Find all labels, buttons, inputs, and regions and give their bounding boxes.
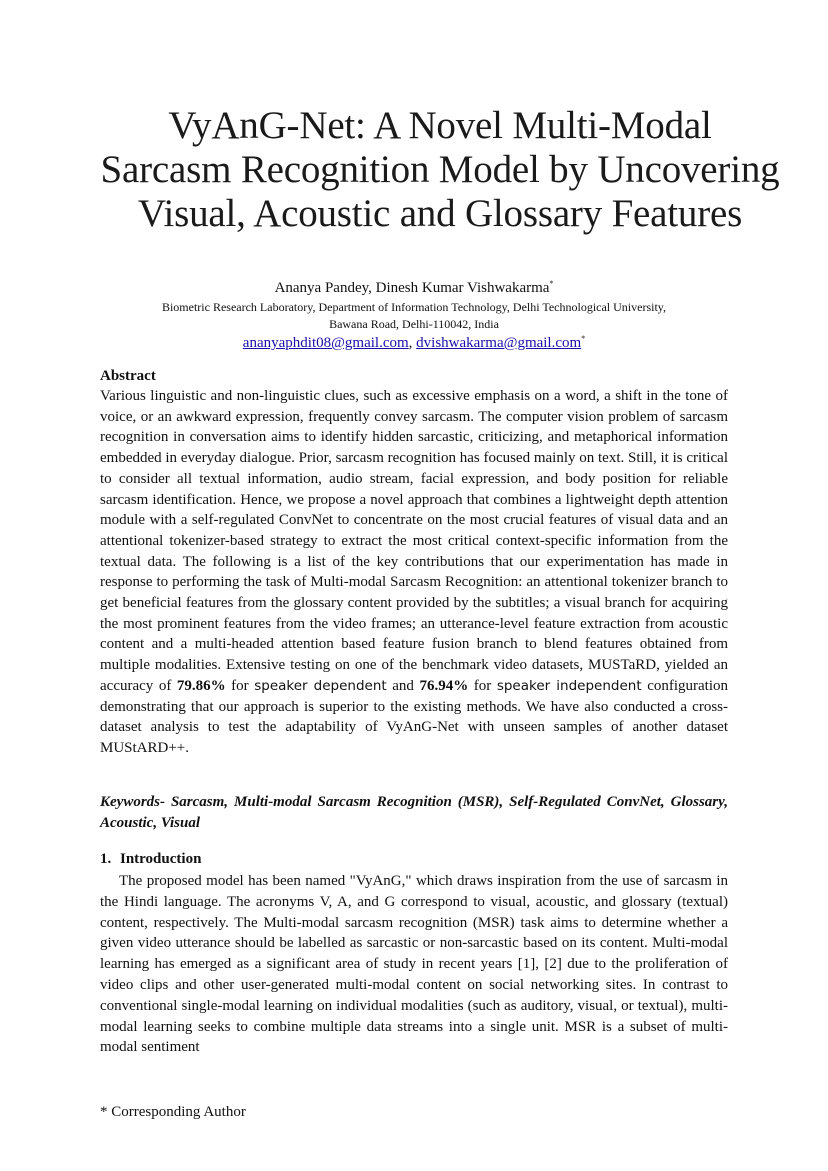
author-list (100, 279, 728, 297)
introduction-body: The proposed model has been named "VyAnG," which draws inspiration from the use of sarcasm in the Hindi language. The acronyms V, A, and G correspond to visual, acoustic, and glossary (textual) content, respectively. The Multi-modal sarcasm recognition (MSR) task aims to determine whether a given video utterance should be labelled as sarcastic or non-sarcastic based on its content. Multi-modal learning has emerged as a significant area of study in recent years [1], [2] due to the proliferation of video clips and other user-generated multi-modal content on social networking sites. In contrast to conventional single-modal learning on individual modalities (such as auditory, visual, or textual), multi-modal learning seeks to combine multiple data streams into a single unit. MSR is a subset of multi-modal sentiment (100, 873, 728, 1056)
affiliation-line-1: Biometric Research Laboratory, Department of Information Technology, Delhi Technological University, (161, 300, 667, 314)
email-link-1[interactable]: ananyaphdit08@gmail.com (242, 335, 409, 351)
abstract-text-1: Various linguistic and non-linguistic clues, such as excessive emphasis on a word, a shift in the tone of voice, or an awkward expression, frequently convey sarcasm. The computer vision problem of sarcasm recognition in conversation aims to identify hidden sarcastic, criticizing, and metaphorical information embedded in everyday dialogue. Prior, sarcasm recognition has focused mainly on text. Still, it is critical to consider all textual information, audio stream, facial expression, and body position for reliable sarcasm identification. Hence, we propose a novel approach that combines a lightweight depth attention module with a self-regulated ConvNet to concentrate on the most crucial features of visual data and an attentional tokenizer-based strategy to extract the most critical context-specific information from the textual data. The following is a list of the key contributions that our experimentation has made in response to performing the task of Multi-modal Sarcasm Recognition: an attentional tokenizer branch to get beneficial features from the glossary content provided by the subtitles; a visual branch for acquiring the most prominent features from the video frames; an utterance-level feature extraction from acoustic content and a multi-headed attention based feature fusion branch to blend features obtained from multiple modalities. Extensive testing on one of the benchmark video datasets, MUSTaRD, yielded an accuracy of (100, 388, 728, 694)
email-corresponding-mark: * (581, 334, 586, 343)
abstract-text-5: configuration demonstrating that our approach is superior to the existing methods. We have also conducted a cross-dataset analysis to test the adaptability of VyAnG-Net with unseen samples of another dataset MUStARD++. (100, 677, 728, 756)
config-speaker-independent: speaker independent (496, 677, 642, 694)
accuracy-speaker-independent: 76.94% (419, 677, 469, 694)
abstract-text-2: for (225, 677, 255, 694)
keywords: Keywords- Sarcasm, Multi-modal Sarcasm Recognition (MSR), Self-Regulated ConvNet, Glossary, Acoustic, Visual (100, 794, 728, 831)
corresponding-author-mark: * (549, 279, 554, 288)
affiliation-line-2: Bawana Road, Delhi-110042, India (329, 317, 499, 331)
introduction-heading (100, 850, 201, 868)
abstract-text-4: for (468, 677, 497, 694)
email-link-2[interactable]: dvishwakarma@gmail.com (416, 335, 582, 351)
accuracy-speaker-dependent: 79.86% (176, 677, 226, 694)
footnote-corresponding-author: * Corresponding Author (100, 1104, 246, 1120)
section-title: Introduction (120, 851, 202, 867)
email-separator: , (408, 335, 417, 351)
author-emails (100, 334, 728, 352)
affiliation (90, 299, 738, 333)
abstract-body (100, 386, 728, 759)
abstract-heading: Abstract (100, 368, 156, 384)
authors-names: Ananya Pandey, Dinesh Kumar Vishwakarma (274, 280, 550, 296)
abstract-text-3: and (386, 677, 420, 694)
section-number: 1. (100, 851, 112, 867)
config-speaker-dependent: speaker dependent (254, 677, 387, 694)
paper-title: VyAnG-Net: A Novel Multi-Modal Sarcasm Recognition Model by Uncovering Visual, Acoustic and Glossary Features (100, 104, 780, 235)
